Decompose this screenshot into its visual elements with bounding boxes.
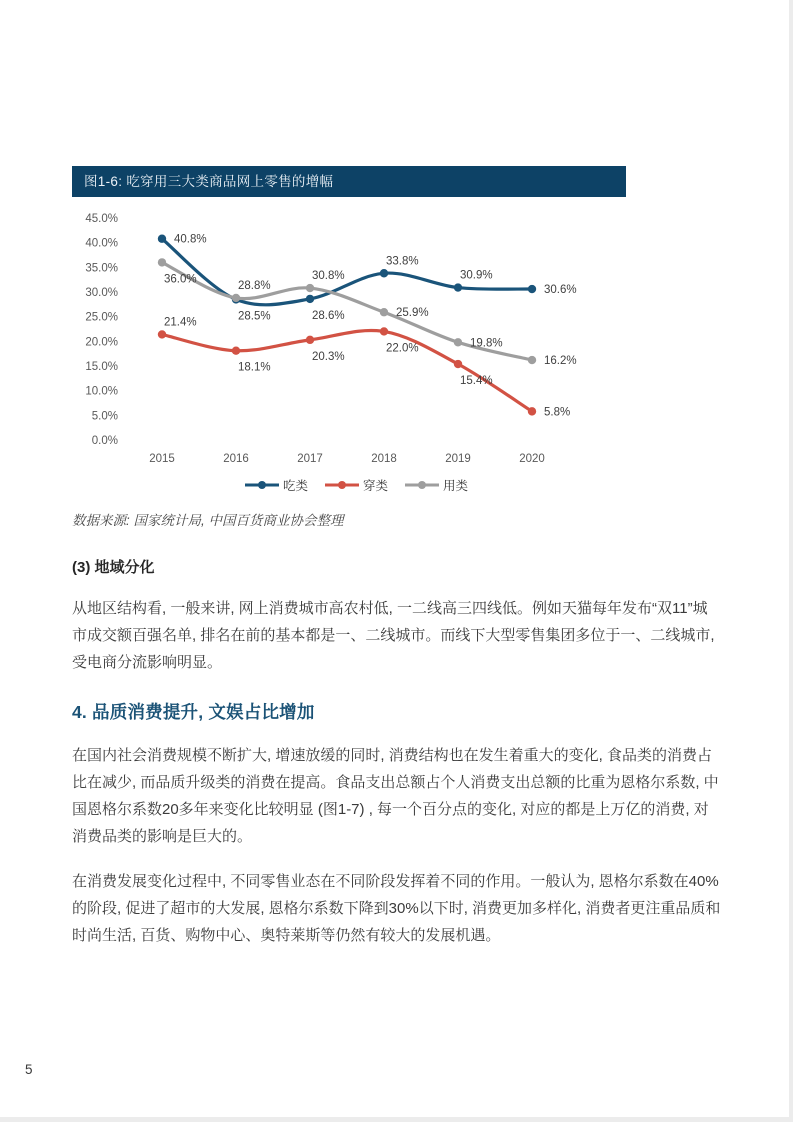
y-axis-tick-label: 0.0% xyxy=(91,435,118,447)
data-point-label: 19.8% xyxy=(470,337,503,350)
data-point-label: 21.4% xyxy=(164,316,197,329)
y-axis-tick-label: 30.0% xyxy=(85,287,118,299)
x-axis-tick-label: 2016 xyxy=(223,453,249,465)
data-point-marker xyxy=(454,360,462,368)
legend-item-eat xyxy=(244,476,308,494)
data-point-marker xyxy=(306,336,314,344)
legend-item-use xyxy=(404,476,468,494)
data-point-label: 20.3% xyxy=(312,350,345,363)
data-point-label: 36.0% xyxy=(164,273,197,286)
data-point-label: 30.6% xyxy=(544,284,577,297)
figure-title-bar xyxy=(72,166,626,197)
section-heading-quality-consumption: 4. 品质消费提升, 文娱占比增加 xyxy=(72,702,315,722)
paragraph-region: 从地区结构看, 一般来讲, 网上消费城市高农村低, 一二线高三四线低。例如天猫每年发布“双11”城市成交额百强名单, 排名在前的基本都是一、二线城市。而线下大型零售集团多位于一、二线城市, 受电商分流影响明显。 xyxy=(72,600,715,671)
figure-title: 图1-6: 吃穿用三大类商品网上零售的增幅 xyxy=(84,174,334,189)
data-point-label: 28.6% xyxy=(312,309,345,322)
data-point-marker xyxy=(158,235,166,243)
paragraph-retail-formats: 在消费发展变化过程中, 不同零售业态在不同阶段发挥着不同的作用。一般认为, 恩格尔系数在40%的阶段, 促进了超市的大发展, 恩格尔系数下降到30%以下时, 消费更加多样化, 消费者更注重品质和时尚生活, 百货、购物中心、奥特莱斯等仍然有较大的发展机遇。 xyxy=(72,873,721,944)
legend-item-wear xyxy=(324,476,388,494)
data-point-marker xyxy=(158,330,166,338)
x-axis-tick-label: 2018 xyxy=(371,453,397,465)
y-axis-tick-label: 20.0% xyxy=(85,336,118,349)
y-axis-tick-label: 25.0% xyxy=(85,311,118,324)
data-point-label: 33.8% xyxy=(386,255,419,268)
data-point-label: 28.5% xyxy=(238,310,271,323)
y-axis-tick-label: 45.0% xyxy=(85,213,118,225)
x-axis-tick-label: 2020 xyxy=(519,453,545,465)
data-point-marker xyxy=(380,308,388,316)
data-point-label: 40.8% xyxy=(174,233,207,246)
y-axis-tick-label: 10.0% xyxy=(85,385,118,398)
legend-line-dot-icon xyxy=(244,480,280,490)
data-point-marker xyxy=(306,295,314,303)
data-point-label: 30.8% xyxy=(312,270,345,283)
data-point-label: 25.9% xyxy=(396,307,429,320)
page-number: 5 xyxy=(25,1062,33,1077)
data-point-marker xyxy=(306,284,314,292)
data-point-marker xyxy=(232,347,240,355)
legend-line-dot-icon xyxy=(324,480,360,490)
data-point-label: 22.0% xyxy=(386,342,419,355)
data-point-marker xyxy=(528,356,536,364)
y-axis-tick-label: 5.0% xyxy=(91,410,118,423)
data-point-marker xyxy=(528,407,536,415)
data-point-label: 15.4% xyxy=(460,375,493,388)
line-chart xyxy=(72,204,722,474)
data-point-label: 28.8% xyxy=(238,279,271,292)
paragraph-engel-coefficient: 在国内社会消费规模不断扩大, 增速放缓的同时, 消费结构也在发生着重大的变化, 食品类的消费占比在减少, 而品质升级类的消费在提高。食品支出总额占个人消费支出总额的比重为恩格尔系数, 中国恩格尔系数20多年来变化比较明显 (图1-7) , 每一个百分点的变化, 对应的都是上万亿的消费, 对消费品类的影响是巨大的。 xyxy=(72,747,719,845)
subheading-region-differentiation: (3) 地域分化 xyxy=(72,559,155,576)
data-point-marker xyxy=(380,327,388,335)
legend-line-dot-icon xyxy=(404,480,440,490)
x-axis-tick-label: 2017 xyxy=(297,453,323,465)
y-axis-tick-label: 35.0% xyxy=(85,262,118,275)
data-point-label: 18.1% xyxy=(238,361,271,374)
data-point-marker xyxy=(454,338,462,346)
chart-legend xyxy=(72,476,722,494)
data-point-marker xyxy=(380,269,388,277)
data-point-label: 30.9% xyxy=(460,269,493,282)
page-content xyxy=(72,0,722,949)
x-axis-tick-label: 2015 xyxy=(149,453,175,465)
legend-item-label: 吃类 xyxy=(282,479,308,493)
y-axis-tick-label: 15.0% xyxy=(85,361,118,373)
data-source-note: 数据来源: 国家统计局, 中国百货商业协会整理 xyxy=(72,513,344,528)
data-point-marker xyxy=(454,283,462,291)
legend-item-label: 用类 xyxy=(443,479,469,493)
legend-item-label: 穿类 xyxy=(362,479,388,493)
data-point-marker xyxy=(528,285,536,293)
page-edge-bottom xyxy=(0,1117,793,1122)
x-axis-tick-label: 2019 xyxy=(445,453,471,465)
page-edge-right xyxy=(789,0,793,1122)
data-point-label: 5.8% xyxy=(544,406,571,419)
y-axis-tick-label: 40.0% xyxy=(85,237,118,250)
data-point-marker xyxy=(232,294,240,302)
data-point-label: 16.2% xyxy=(544,355,577,368)
data-point-marker xyxy=(158,258,166,266)
